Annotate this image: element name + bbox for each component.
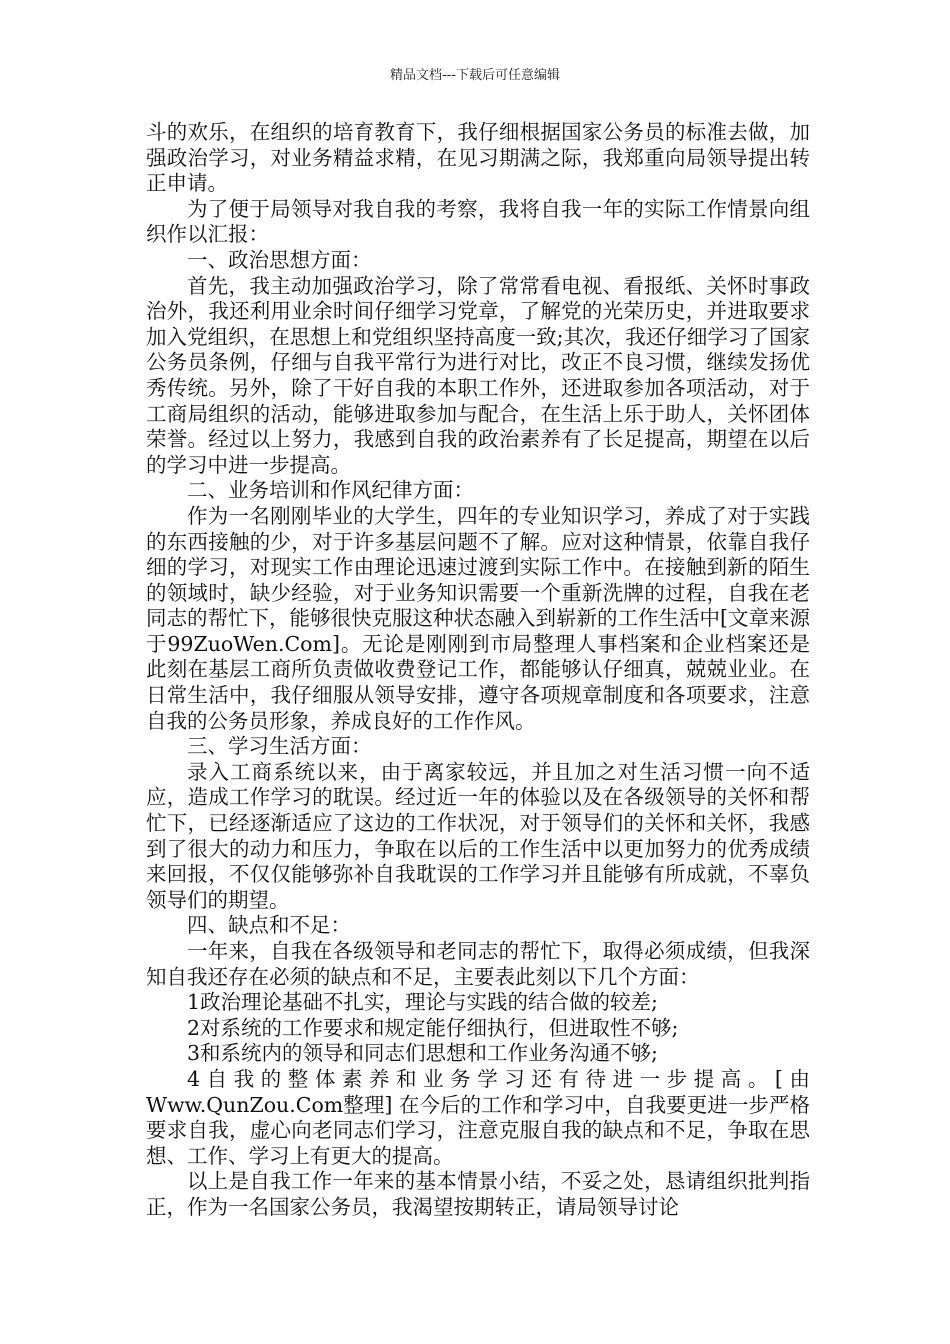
paragraph: 四、缺点和不足： <box>187 913 351 938</box>
paragraph: 二、业务培训和作风纪律方面： <box>187 478 474 503</box>
paragraph: 首先，我主动加强政治学习，除了常常看电视、看报纸、关怀时事政治外，我还利用业余时间仔细学习党章，了解党的光荣历史，并进取要求加入党组织，在思想上和党组织坚持高度一致;其次，我还仔细学习了国家公务员条例，仔细与自我平常行为进行对比，改正不良习惯，继续发扬优秀传统。另外，除了干好自我的本职工作外，还进取参加各项活动，对于工商局组织的活动，能够进取参加与配合，在生活上乐于助人，关怀团体荣誉。经过以上努力，我感到自我的政治素养有了长足提高，期望在以后的学习中进一步提高。 <box>146 273 810 477</box>
paragraph: 斗的欢乐，在组织的培育教育下，我仔细根据国家公务员的标准去做，加强政治学习，对业务精益求精，在见习期满之际，我郑重向局领导提出转正申请。 <box>146 120 810 196</box>
document-body <box>146 120 810 1221</box>
paragraph: 3和系统内的领导和同志们思想和工作业务沟通不够; <box>187 1041 658 1066</box>
page-header: 精品文档---下载后可任意编辑 <box>389 68 561 83</box>
paragraph: 一、政治思想方面： <box>187 247 372 272</box>
paragraph: 作为一名刚刚毕业的大学生，四年的专业知识学习，养成了对于实践的东西接触的少，对于许多基层问题不了解。应对这种情景，依靠自我仔细的学习，对现实工作由理论迅速过渡到实际工作中。在接触到新的陌生的领域时，缺少经验，对于业务知识需要一个重新洗牌的过程，自我在老同志的帮忙下，能够很快克服这种状态融入到崭新的工作生活中[文章来源于99ZuoWen.Com]。无论是刚刚到市局整理人事档案和企业档案还是此刻在基层工商所负责做收费登记工作，都能够认仔细真，兢兢业业。在日常生活中，我仔细服从领导安排，遵守各项规章制度和各项要求，注意自我的公务员形象，养成良好的工作作风。 <box>146 503 810 733</box>
paragraph: 三、学习生活方面： <box>187 734 372 759</box>
paragraph: 4自我的整体素养和业务学习还有待进一步提高。[由Www.QunZou.Com整理] 在今后的工作和学习中，自我要更进一步严格要求自我，虚心向老同志们学习，注意克服自我的缺点和不足，争取在思想、工作、学习上有更大的提高。 <box>146 1066 810 1168</box>
paragraph: 以上是自我工作一年来的基本情景小结，不妥之处，恳请组织批判指正，作为一名国家公务员，我渴望按期转正，请局领导讨论 <box>146 1169 810 1219</box>
paragraph: 录入工商系统以来，由于离家较远，并且加之对生活习惯一向不适应，造成工作学习的耽误。经过近一年的体验以及在各级领导的关怀和帮忙下，已经逐渐适应了这边的工作状况，对于领导们的关怀和关怀，我感到了很大的动力和压力，争取在以后的工作生活中以更加努力的优秀成绩来回报，不仅仅能够弥补自我耽误的工作学习并且能够有所成就，不辜负领导们的期望。 <box>146 759 810 912</box>
paragraph: 2对系统的工作要求和规定能仔细执行，但进取性不够; <box>187 1015 679 1040</box>
paragraph: 1政治理论基础不扎实，理论与实践的结合做的较差; <box>187 990 658 1015</box>
paragraph: 为了便于局领导对我自我的考察，我将自我一年的实际工作情景向组织作以汇报： <box>146 196 810 247</box>
paragraph: 一年来，自我在各级领导和老同志的帮忙下，取得必须成绩，但我深知自我还存在必须的缺点和不足，主要表此刻以下几个方面： <box>146 939 810 989</box>
